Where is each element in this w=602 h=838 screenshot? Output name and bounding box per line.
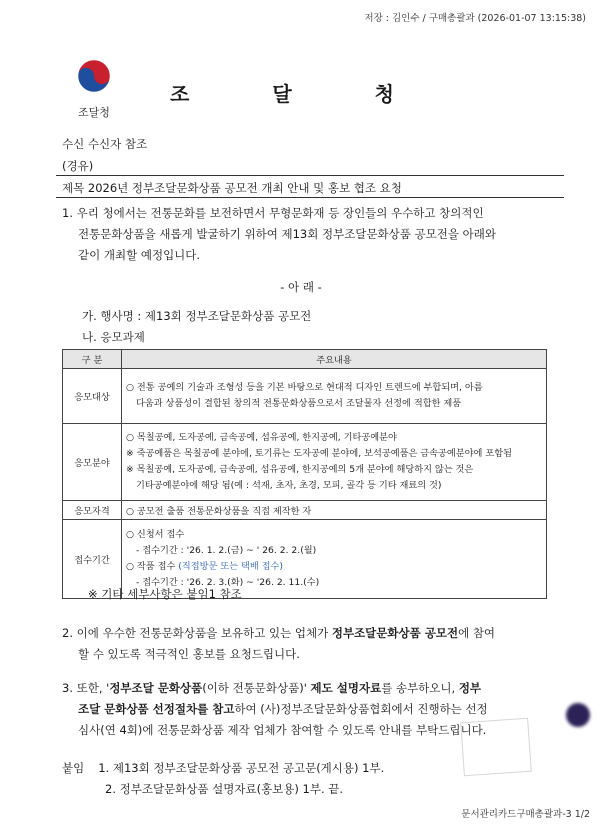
row-line: - 접수기간 : '26. 2. 3.(화) ~ '26. 2. 11.(수): [136, 577, 320, 588]
row-line: 다움과 상품성이 결합된 창의적 전통문화상품으로서 조달물자 선정에 적합한 제품: [136, 398, 462, 409]
paragraph-3-line: 심사(연 4회)에 전통문화상품 제작 업체가 참여할 수 있도록 안내를 부탁드립니다.: [78, 723, 487, 737]
paragraph-1: [62, 203, 496, 266]
row-text: ○ 작품 접수: [126, 561, 179, 572]
text-span: 에 참여: [458, 626, 496, 640]
row-key: 응모대상: [63, 369, 122, 424]
row-line: ○ 전통 공예의 기술과 조형성 등을 기본 바탕으로 현대적 디자인 트렌드에 부합되며, 아름: [126, 382, 483, 393]
paragraph-3: [62, 678, 488, 741]
row-line: ※ 죽공예품은 목칠공예 분야에, 토기류는 도자공예 분야에, 보석공예품은 금속공예분야에 포함됨: [126, 448, 512, 459]
note: ※ 기타 세부사항은 붙임1 참조: [88, 587, 242, 601]
row-line: ○ 신청서 접수: [126, 529, 185, 540]
bold-text: 조달 문화상품 선정절차를 참고: [78, 702, 235, 716]
table-row: [63, 424, 547, 501]
row-key: 응모분야: [63, 424, 122, 501]
text-span: 2. 이에 우수한 전통문화상품을 보유하고 있는 업체가: [62, 626, 332, 640]
attachment-label: 붙임: [62, 761, 85, 775]
save-stamp: 저장 : 김인수 / 구매총괄과 (2026-01-07 13:15:38): [364, 13, 586, 24]
text-span: (이하 전통문화상품)': [202, 681, 311, 695]
signature-mark: [460, 718, 532, 777]
table-header: 구 분: [63, 350, 122, 369]
row-value: ○ 공모전 출품 전통문화상품을 직접 제작한 자: [122, 501, 547, 520]
row-line: [126, 559, 542, 575]
logo-name: 조달청: [78, 106, 110, 119]
text-span: 하여 (사)정부조달문화상품협회에서 진행하는 선정: [234, 702, 488, 716]
paragraph-2: [62, 623, 495, 665]
table-header-row: [63, 350, 547, 369]
item-na: 나. 응모과제: [82, 330, 145, 344]
bold-text: 제도 설명자료: [310, 681, 382, 695]
org-title: 조 달 청: [170, 82, 432, 106]
via: (경유): [62, 159, 94, 173]
paragraph-1-line: 전통문화상품을 새롭게 발굴하기 위하여 제13회 정부조달문화상품 공모전을 아래와: [78, 227, 496, 241]
bold-text: 정부조달문화상품 공모전: [331, 626, 459, 640]
table-row: [63, 501, 547, 520]
row-line: 기타공예분야에 해당 됨(예 : 석재, 초자, 초경, 모피, 골각 등 기타 재료의 것): [136, 480, 442, 491]
footer: 문서관리카드구매총괄과-3 1/2: [461, 809, 590, 820]
ink-blot: [566, 703, 590, 727]
row-key: 응모자격: [63, 501, 122, 520]
bold-text: 정부조달 문화상품: [109, 681, 203, 695]
paragraph-3-line: [62, 699, 488, 720]
attachment-item: 1. 제13회 정부조달문화상품 공모전 공고문(게시용) 1부.: [98, 761, 385, 775]
paragraph-2-line: 할 수 있도록 적극적인 홍보를 요청드립니다.: [78, 647, 300, 661]
application-table: [62, 349, 547, 599]
row-key: 접수기간: [63, 520, 122, 599]
row-value: [122, 369, 547, 424]
paragraph-3-line: [62, 678, 488, 699]
recipient: 수신 수신자 참조: [62, 137, 148, 151]
attachments: [62, 758, 384, 800]
item-ga: 가. 행사명 : 제13회 정부조달문화상품 공모전: [82, 309, 312, 323]
row-value: [122, 424, 547, 501]
paragraph-1-line: 같이 개최할 예정입니다.: [78, 248, 201, 262]
row-line: ○ 목칠공예, 도자공예, 금속공예, 섬유공예, 한지공예, 기타공예분야: [126, 432, 397, 443]
subject: 제목 2026년 정부조달문화상품 공모전 개최 안내 및 홍보 협조 요청: [62, 181, 402, 195]
paragraph-2-line: [62, 623, 495, 644]
divider: [56, 175, 564, 176]
table-header: 주요내용: [122, 350, 547, 369]
highlight-text: (직접방문 또는 택배 접수): [178, 561, 283, 572]
paragraph-1-line: 1. 우리 청에서는 전통문화를 보전하면서 무형문화재 등 장인들의 우수하고 창의적인: [62, 206, 484, 220]
row-line: - 접수기간 : '26. 1. 2.(금) ~ ' 26. 2. 2.(월): [136, 545, 317, 556]
below-heading: - 아 래 -: [280, 280, 322, 294]
text-span: 를 송부하오니,: [381, 681, 459, 695]
attachment-line: [62, 758, 384, 779]
text-span: 3. 또한, ': [62, 681, 110, 695]
table-row: [63, 369, 547, 424]
attachment-item: 2. 정부조달문화상품 설명자료(홍보용) 1부. 끝.: [105, 782, 344, 796]
row-line: ※ 목칠공예, 도자공예, 금속공예, 섬유공예, 한지공예의 5개 분야에 해당하지 않는 것은: [126, 464, 474, 475]
divider: [56, 197, 564, 198]
bold-text: 정부: [458, 681, 482, 695]
